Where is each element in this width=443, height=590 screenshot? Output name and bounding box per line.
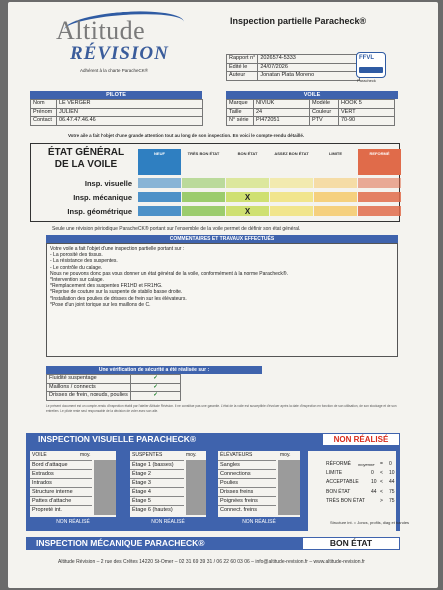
voile-modele-value: HOOK 5 [339, 100, 395, 109]
voile-table [226, 99, 395, 126]
comment-line: - La résistance des suspentes. [50, 258, 118, 265]
group-item: Drisses freins [218, 487, 276, 496]
etat-column-label: TRÈS BON ÉTAT [187, 151, 220, 156]
legend-label: BON ÉTAT [326, 488, 351, 495]
structure-note: Structure int. = Joncs, profils, diag et bandes [330, 520, 410, 525]
group-score-cell [278, 460, 300, 515]
inspection-intro-notice: Votre aile a fait l'objet d'une grande attention tout au long de son inspection. En voici le compte-rendu détaillé. [68, 133, 305, 138]
logo-text-bottom: RÉVISION [70, 43, 169, 64]
securite-table [46, 374, 181, 401]
legend-value: 0 [389, 461, 392, 467]
voile-section-title: VOILE [226, 91, 398, 99]
visuelle-group-suspentes [130, 451, 206, 525]
securite-item-label: Fluidité suspentage [47, 375, 131, 384]
etat-grid-cell [138, 178, 181, 188]
group-status: NON RÉALISÉ [151, 519, 185, 525]
etat-grid-cell [138, 192, 181, 202]
etat-column-label: BON ÉTAT [237, 151, 258, 156]
voile-modele-label: Modèle [310, 100, 339, 109]
voile-taille-value: 24 [254, 108, 310, 117]
comments-section-title: COMMENTAIRES ET TRAVAUX EFFECTUÉS [46, 235, 398, 243]
edited-value: 24/07/2026 [258, 63, 360, 72]
group-title: ÉLÉVATEURS [220, 452, 253, 458]
group-item: Pattes d'attache [30, 496, 92, 505]
voile-serie-value: PI472051 [254, 117, 310, 126]
etat-column-label: REFORMÉ [369, 151, 390, 156]
legend-min: 0 [371, 470, 374, 477]
voile-couleur-label: Couleur [310, 108, 339, 117]
report-number-label: Rapport n° [227, 55, 258, 64]
score-legend [326, 460, 398, 506]
comment-line: - La porosité des tissus. [50, 252, 103, 259]
etat-mark-x: X [244, 193, 251, 202]
group-item: Connect. freins [218, 505, 276, 514]
legend-label: ACCEPTABLE [326, 479, 359, 486]
group-item: Extrados [30, 469, 92, 478]
comment-line: *Intervention sur calage. [50, 277, 104, 284]
group-moy-label: moy. [80, 452, 91, 458]
report-info-table [226, 54, 360, 81]
etat-grid-cell [358, 206, 401, 216]
group-item: Étage 6 (hautes) [130, 505, 184, 514]
legend-min: 10 [371, 479, 377, 486]
group-item: Sangles [218, 460, 276, 469]
comment-line: *Installation des poulies de drisses de frein sur les élévateurs. [50, 295, 187, 302]
group-item: Étage 5 [130, 496, 184, 505]
etat-mark-x: X [244, 207, 251, 216]
securite-section-title: Une vérification de sécurité a été réalisée sur : [46, 366, 262, 374]
etat-grid-cell [314, 192, 357, 202]
group-score-cell [186, 460, 206, 515]
securite-item-label: Drisses de frein, nœuds, poulies [47, 392, 131, 401]
revision-notice: Seule une révision périodique ParacheCK® portant sur l'ensemble de la voile permet de définir son état général. [52, 226, 301, 232]
group-moy-label: moy. [280, 452, 291, 458]
group-item: Étage 2 [130, 469, 184, 478]
author-value: Jonatan Plata Moreno [258, 72, 360, 81]
check-icon: ✓ [131, 375, 181, 384]
legend-label: TRÈS BON ÉTAT [326, 497, 365, 504]
comment-line: Nous ne pouvons donc pas vous donner un état général de la voile, conformément à la norme Paracheck®. [50, 270, 288, 277]
pilote-contact-label: Contact [31, 117, 57, 126]
row-label-geometrique: Insp. géométrique [67, 207, 132, 216]
group-moy-label: moy. [186, 452, 197, 458]
check-icon: ✓ [131, 392, 181, 401]
mecanique-result-badge: BON ÉTAT [302, 537, 400, 550]
pilote-contact-value: 06.47.47.46.46 [57, 117, 203, 126]
group-item: Bord d'attaque [30, 460, 92, 469]
group-item: Intrados [30, 478, 92, 487]
legend-op: < [380, 470, 383, 477]
ffvl-logo-bar [359, 67, 383, 73]
visuelle-group-elevateurs [218, 451, 300, 525]
legend-extra: moyenne [358, 462, 375, 467]
group-item: Étage 4 [130, 487, 184, 496]
comment-line: - Le contrôle du calage. [50, 264, 103, 271]
etat-grid-cell [138, 206, 181, 216]
etat-grid-cell [182, 178, 225, 188]
pilote-prenom-label: Prénom [31, 108, 57, 117]
etat-grid-cell [182, 206, 225, 216]
pilote-section-title: PILOTE [30, 91, 202, 99]
etat-general-title-line1: ÉTAT GÉNÉRAL [47, 147, 125, 158]
etat-grid-cell [226, 178, 269, 188]
etat-general-title-line2: DE LA VOILE [54, 159, 118, 170]
comments-box [46, 243, 398, 357]
ffvl-label: Paracheck [357, 78, 376, 83]
voile-taille-label: Taille [227, 108, 254, 117]
etat-grid-cell [358, 178, 401, 188]
etat-grid-cell [270, 178, 313, 188]
legend-op: < [380, 479, 383, 486]
legend-op: = [380, 461, 383, 467]
legend-op: < [380, 488, 383, 495]
ffvl-logo-icon [356, 52, 386, 78]
footer-contact: Altitude Révision – 2 rue des Crêtes 14220 St-Omer – 02 31 69 39 31 / 06 22 60 03 06 – info@altitude-revision.fr – www.altitude-revision.fr [58, 559, 365, 565]
comment-line: Votre voile a fait l'objet d'une inspection partielle portant sur : [50, 246, 185, 252]
etat-column-label: NEUF [154, 151, 165, 156]
legend-value: 75 [389, 488, 395, 495]
voile-couleur-value: VERT [339, 108, 395, 117]
comment-line: *Pose d'un joint torique sur les maillons de C. [50, 301, 151, 308]
group-item: Propreté int. [30, 505, 92, 514]
pilote-prenom-value: JULIEN [57, 108, 203, 117]
legend-min: 44 [371, 488, 377, 495]
group-item: Étage 3 [130, 478, 184, 487]
group-score-cell [94, 460, 116, 515]
legend-op: > [380, 497, 383, 504]
adherent-charter: Adhérent à la charte ParacheCK® [80, 68, 149, 73]
group-item: Étage 1 (basses) [130, 460, 184, 469]
voile-marque-label: Marque [227, 100, 254, 109]
group-status: NON RÉALISÉ [56, 519, 90, 525]
legend-value: 75 [389, 497, 395, 504]
comment-line: *Reprise de couture sur la suspente de stabilo basse droite. [50, 289, 183, 296]
author-label: Auteur [227, 72, 258, 81]
ffvl-logo-text: FFVL [359, 55, 374, 61]
pilote-nom-label: Nom [31, 100, 57, 109]
legend-value: 10 [389, 470, 395, 477]
visuelle-section-title: INSPECTION VISUELLE PARACHECK® [26, 433, 322, 446]
group-item: Poulies [218, 478, 276, 487]
group-status: NON RÉALISÉ [242, 519, 276, 525]
visuelle-result-badge: NON RÉALISÉ [322, 433, 400, 446]
pilote-nom-value: LE VERGER [57, 100, 203, 109]
row-label-mecanique: Insp. mécanique [73, 193, 132, 202]
etat-grid-cell [270, 192, 313, 202]
pilote-table [30, 99, 203, 126]
legend-label: RÉFORMÉ [326, 461, 351, 467]
logo-text-top: Altitude [56, 16, 146, 45]
voile-serie-label: N° série [227, 117, 254, 126]
etat-grid-cell [358, 192, 401, 202]
etat-column-label: LIMITE [328, 151, 343, 156]
legal-disclaimer: Le présent document est un compte-rendu d'inspection établi par l'atelier Altitude Révision. Il ne constitue pas une garantie. L'état de la voile est susceptible d'évoluer après la date d'inspection en fonction de son utilisation, de son stockage et de son entretien. Le pilote reste seul responsable de la décision de voler avec son aile. [46, 404, 397, 413]
group-title: VOILE [32, 452, 47, 458]
document-title: Inspection partielle Paracheck® [230, 16, 367, 26]
mecanique-section-title: INSPECTION MÉCANIQUE PARACHECK® [26, 537, 302, 550]
etat-general-title [38, 147, 134, 171]
inspection-report-page [8, 2, 438, 588]
group-item: Structure interne [30, 487, 92, 496]
voile-marque-value: NIVIUK [254, 100, 310, 109]
legend-label: LIMITE [326, 470, 343, 477]
report-number-value: 2026574-5333 [258, 55, 360, 64]
group-item: Poignées freins [218, 496, 276, 505]
etat-column-label: ASSEZ BON ÉTAT [274, 151, 309, 156]
etat-grid-cell [314, 206, 357, 216]
group-item: Connections [218, 469, 276, 478]
edited-label: Édité le [227, 63, 258, 72]
check-icon: ✓ [131, 383, 181, 392]
voile-ptv-label: PTV [310, 117, 339, 126]
etat-grid-cell [182, 192, 225, 202]
comment-line: *Remplacement des suspentes FR1HD et FR1HG. [50, 283, 163, 290]
etat-grid-cell [270, 206, 313, 216]
etat-grid-cell [314, 178, 357, 188]
group-title: SUSPENTES [132, 452, 163, 458]
voile-ptv-value: 70-90 [339, 117, 395, 126]
row-label-visuelle: Insp. visuelle [84, 179, 132, 188]
visuelle-group-voile [30, 451, 116, 525]
legend-value: 44 [389, 479, 395, 486]
securite-item-label: Maillons / connects [47, 383, 131, 392]
